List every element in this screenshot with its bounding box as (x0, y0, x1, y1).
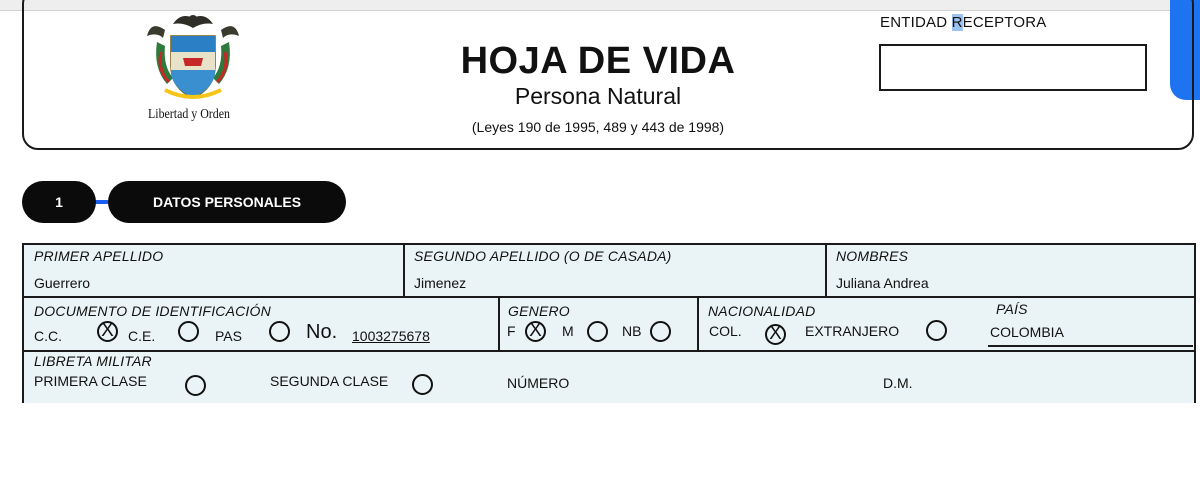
nombres-value[interactable]: Juliana Andrea (836, 275, 929, 291)
entidad-receptora-field[interactable] (879, 44, 1147, 91)
doc-option-pas-radio[interactable] (269, 321, 290, 342)
primer-apellido-label: PRIMER APELLIDO (34, 248, 164, 264)
checked-mark: X (769, 323, 782, 344)
libreta-segunda-radio[interactable] (412, 374, 433, 395)
libreta-segunda-label: SEGUNDA CLASE (270, 373, 389, 389)
genero-label: GENERO (508, 303, 570, 319)
document-laws: (Leyes 190 de 1995, 489 y 443 de 1998) (471, 119, 725, 135)
doc-number-label: No. (306, 321, 338, 343)
document-subtitle: Persona Natural (514, 83, 682, 109)
row-divider (22, 296, 1196, 298)
section-number: 1 (22, 181, 96, 223)
column-divider (825, 244, 827, 296)
nacionalidad-col-radio[interactable] (765, 324, 786, 345)
primer-apellido-value[interactable]: Guerrero (34, 275, 91, 291)
checked-mark: X (101, 320, 114, 341)
doc-option-cc-radio[interactable] (97, 321, 118, 342)
entidad-label-highlight: R (951, 14, 963, 31)
libreta-numero-label: NÚMERO (507, 375, 570, 391)
entidad-receptora-label (880, 14, 1047, 31)
libreta-primera-radio[interactable] (185, 375, 206, 396)
doc-option-ce-label: C.E. (128, 328, 156, 344)
libreta-dm-label: D.M. (883, 375, 913, 391)
genero-option-m-label: M (562, 323, 574, 339)
genero-option-f-radio[interactable] (525, 321, 546, 342)
documento-label: DOCUMENTO DE IDENTIFICACIÓN (34, 303, 271, 319)
nacionalidad-extranjero-label: EXTRANJERO (805, 323, 900, 339)
coat-of-arms-icon (143, 8, 243, 106)
genero-option-nb-label: NB (622, 323, 642, 339)
nacionalidad-extranjero-radio[interactable] (926, 320, 947, 341)
doc-number-value[interactable]: 1003275678 (352, 328, 430, 344)
nombres-label: NOMBRES (836, 248, 909, 264)
section-title: DATOS PERSONALES (108, 181, 346, 223)
document-title: HOJA DE VIDA (460, 40, 736, 82)
segundo-apellido-value[interactable]: Jimenez (414, 275, 467, 291)
pais-value[interactable]: COLOMBIA (990, 324, 1064, 340)
column-divider (403, 244, 405, 296)
entidad-label-part: ECEPTORA (962, 14, 1047, 31)
pais-label: PAÍS (996, 301, 1028, 317)
libreta-militar-label: LIBRETA MILITAR (34, 353, 152, 369)
checked-mark: X (529, 320, 542, 341)
nacionalidad-label: NACIONALIDAD (708, 303, 816, 319)
column-divider (498, 297, 500, 350)
genero-option-m-radio[interactable] (587, 321, 608, 342)
libreta-primera-label: PRIMERA CLASE (34, 373, 147, 389)
pais-underline (988, 345, 1193, 347)
coat-of-arms-motto: Libertad y Orden (148, 107, 230, 122)
column-divider (697, 297, 699, 350)
doc-option-ce-radio[interactable] (178, 321, 199, 342)
doc-option-cc-label: C.C. (34, 328, 62, 344)
genero-option-f-label: F (507, 323, 516, 339)
doc-option-pas-label: PAS (215, 328, 242, 344)
row-divider (22, 350, 1196, 352)
nacionalidad-col-label: COL. (709, 323, 742, 339)
genero-option-nb-radio[interactable] (650, 321, 671, 342)
segundo-apellido-label: SEGUNDO APELLIDO (O DE CASADA) (414, 248, 672, 264)
entidad-label-part: ENTIDAD (880, 14, 952, 31)
